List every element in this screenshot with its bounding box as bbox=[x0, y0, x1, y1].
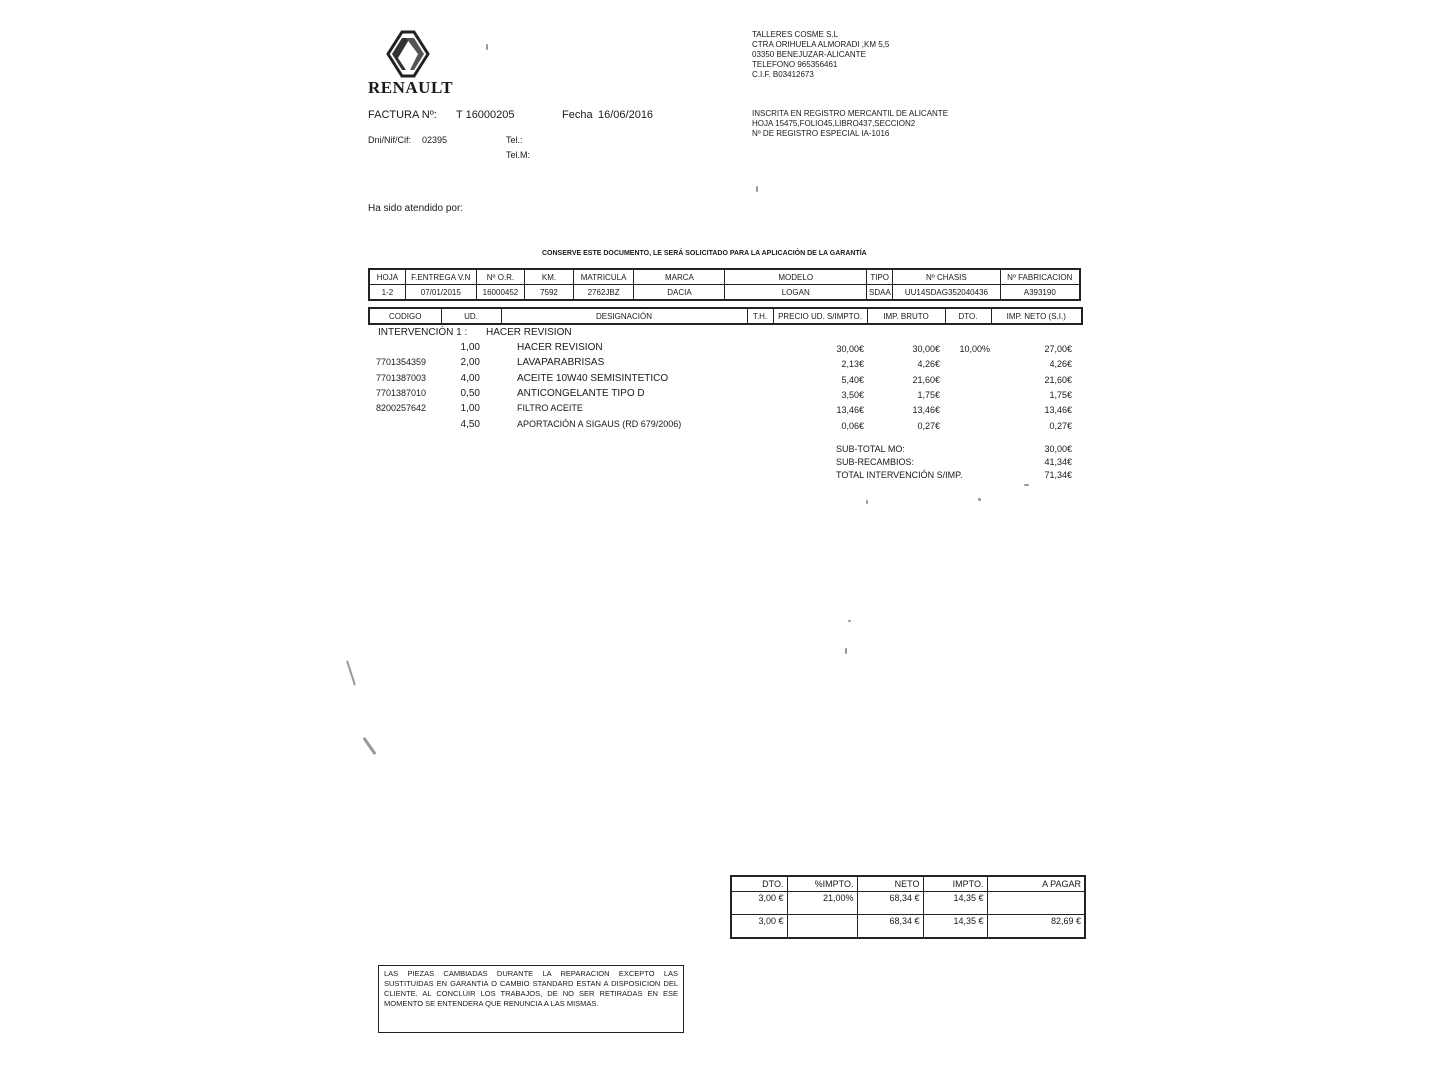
item-net: 13,46€ bbox=[1044, 405, 1072, 415]
phone-label: Tel.: bbox=[506, 135, 523, 145]
item-qty: 2,00 bbox=[460, 357, 480, 368]
item-gross: 21,60€ bbox=[912, 375, 940, 385]
summary-header: IMPTO. bbox=[923, 876, 987, 892]
column-header: T.H. bbox=[747, 308, 773, 324]
item-unit-price: 30,00€ bbox=[836, 344, 864, 354]
vehicle-header: MATRICULA bbox=[573, 269, 634, 285]
vehicle-value: 2762JBZ bbox=[573, 285, 634, 301]
invoice-date: 16/06/2016 bbox=[598, 109, 654, 121]
vehicle-header: Nº FABRICACION bbox=[1000, 269, 1080, 285]
workshop-phone: TELEFONO 965356461 bbox=[752, 60, 838, 69]
summary-table bbox=[730, 875, 1086, 939]
vehicle-value: 16000452 bbox=[476, 285, 525, 301]
workshop-name: TALLERES COSME S.L bbox=[752, 30, 839, 39]
scan-speck bbox=[363, 737, 377, 755]
vehicle-value: SDAA bbox=[867, 285, 893, 301]
summary-discount: 3,00 € bbox=[731, 892, 787, 915]
item-code: 7701387003 bbox=[376, 373, 427, 383]
item-description: FILTRO ACEITE bbox=[517, 403, 583, 413]
vehicle-header: MARCA bbox=[634, 269, 725, 285]
item-description: ANTICONGELANTE TIPO D bbox=[517, 388, 645, 399]
vehicle-value: 7592 bbox=[525, 285, 574, 301]
renault-diamond-logo bbox=[384, 30, 432, 78]
item-unit-price: 2,13€ bbox=[841, 359, 864, 369]
vehicle-value: DACIA bbox=[634, 285, 725, 301]
summary-tax: 14,35 € bbox=[923, 892, 987, 915]
total-intervention-label: TOTAL INTERVENCIÓN S/IMP. bbox=[836, 470, 963, 480]
workshop-cif: C.I.F. B03412673 bbox=[752, 70, 814, 79]
brand-name: RENAULT bbox=[368, 78, 454, 97]
invoice-number-label: FACTURA Nº: bbox=[368, 109, 437, 121]
summary-tax-total: 14,35 € bbox=[923, 915, 987, 939]
intervention-title: HACER REVISION bbox=[486, 327, 572, 338]
item-qty: 1,00 bbox=[460, 403, 480, 414]
item-gross: 13,46€ bbox=[912, 405, 940, 415]
scan-speck bbox=[978, 498, 981, 501]
vehicle-table bbox=[368, 268, 1081, 301]
item-code: 7701354359 bbox=[376, 357, 427, 367]
vehicle-value: LOGAN bbox=[725, 285, 867, 301]
scan-speck bbox=[866, 500, 868, 504]
vehicle-value: 1-2 bbox=[369, 285, 405, 301]
item-qty: 4,00 bbox=[460, 373, 480, 384]
item-unit-price: 5,40€ bbox=[841, 375, 864, 385]
column-header: PRECIO UD. S/IMPTO. bbox=[773, 308, 867, 324]
summary-header: A PAGAR bbox=[987, 876, 1085, 892]
summary-net: 68,34 € bbox=[857, 892, 923, 915]
item-gross: 30,00€ bbox=[912, 344, 940, 354]
scan-speck bbox=[756, 186, 758, 192]
client-id-label: Dni/Nif/Cif: bbox=[368, 135, 412, 145]
column-header: DTO. bbox=[945, 308, 991, 324]
vehicle-value: A393190 bbox=[1000, 285, 1080, 301]
item-gross: 0,27€ bbox=[917, 421, 940, 431]
item-description: APORTACIÓN A SIGAUS (RD 679/2006) bbox=[517, 419, 682, 429]
item-qty: 0,50 bbox=[460, 388, 480, 399]
vehicle-header: TIPO bbox=[867, 269, 893, 285]
scan-speck bbox=[845, 648, 847, 654]
summary-pay bbox=[987, 892, 1085, 915]
summary-header: DTO. bbox=[731, 876, 787, 892]
registry-line: HOJA 15475,FOLIO45,LIBRO437,SECCION2 bbox=[752, 119, 916, 128]
vehicle-header: F.ENTREGA V.N bbox=[405, 269, 476, 285]
item-unit-price: 0,06€ bbox=[841, 421, 864, 431]
attended-by-label: Ha sido atendido por: bbox=[368, 203, 464, 214]
column-header: DESIGNACIÓN bbox=[501, 308, 747, 324]
summary-discount-total: 3,00 € bbox=[731, 915, 787, 939]
column-header: IMP. NETO (S.I.) bbox=[991, 308, 1082, 324]
summary-tax-rate: 21,00% bbox=[787, 892, 857, 915]
intervention-label: INTERVENCIÓN 1 : bbox=[378, 327, 468, 338]
item-net: 1,75€ bbox=[1049, 390, 1072, 400]
vehicle-header: MODELO bbox=[725, 269, 867, 285]
item-discount: 10,00% bbox=[959, 344, 990, 354]
mobile-label: Tel.M: bbox=[506, 150, 531, 160]
scan-speck bbox=[346, 660, 356, 685]
subtotal-parts-value: 41,34€ bbox=[1044, 457, 1072, 467]
scan-speck bbox=[486, 44, 488, 50]
column-header: CODIGO bbox=[369, 308, 441, 324]
item-gross: 4,26€ bbox=[917, 359, 940, 369]
workshop-city: 03350 BENEJUZAR-ALICANTE bbox=[752, 50, 866, 59]
warranty-note: CONSERVE ESTE DOCUMENTO, LE SERÁ SOLICITADO PARA LA APLICACIÓN DE LA GARANTÍA bbox=[542, 250, 867, 257]
total-intervention-value: 71,34€ bbox=[1044, 470, 1072, 480]
invoice-date-label: Fecha bbox=[562, 109, 593, 121]
subtotal-parts-label: SUB-RECAMBIOS: bbox=[836, 457, 915, 467]
item-code: 7701387010 bbox=[376, 388, 427, 398]
item-net: 21,60€ bbox=[1044, 375, 1072, 385]
vehicle-value: UU14SDAG352040436 bbox=[893, 285, 1000, 301]
invoice-number: T 16000205 bbox=[456, 109, 515, 121]
item-description: ACEITE 10W40 SEMISINTETICO bbox=[517, 373, 669, 384]
vehicle-header-row bbox=[369, 269, 1080, 285]
subtotal-labor-value: 30,00€ bbox=[1044, 444, 1072, 454]
item-description: LAVAPARABRISAS bbox=[517, 357, 605, 368]
scan-speck bbox=[1024, 484, 1029, 486]
item-code: 8200257642 bbox=[376, 403, 427, 413]
column-header: IMP. BRUTO bbox=[867, 308, 945, 324]
vehicle-header: Nº CHASIS bbox=[893, 269, 1000, 285]
item-description: HACER REVISION bbox=[517, 342, 603, 353]
registry-line: Nº DE REGISTRO ESPECIAL IA-1016 bbox=[752, 129, 890, 138]
item-gross: 1,75€ bbox=[917, 390, 940, 400]
registry-line: INSCRITA EN REGISTRO MERCANTIL DE ALICANTE bbox=[752, 109, 949, 118]
summary-net-total: 68,34 € bbox=[857, 915, 923, 939]
column-header: UD. bbox=[441, 308, 501, 324]
client-id: 02395 bbox=[422, 135, 448, 145]
item-net: 0,27€ bbox=[1049, 421, 1072, 431]
parts-notice: LAS PIEZAS CAMBIADAS DURANTE LA REPARACION EXCEPTO LAS SUSTITUIDAS EN GARANTIA O CAMBIO STANDARD ESTAN A DISPOSICION DEL CLIENTE. AL CONCLUIR LOS TRABAJOS, DE NO SER RETIRADAS EN ESE MOMENTO SE ENTENDERA QUE RENUNCIA A LAS MISMAS. bbox=[378, 965, 684, 1033]
vehicle-header: HOJA bbox=[369, 269, 405, 285]
amount-due: 82,69 € bbox=[987, 915, 1085, 939]
scan-speck bbox=[848, 620, 851, 622]
vehicle-value-row bbox=[369, 285, 1080, 301]
summary-header: %IMPTO. bbox=[787, 876, 857, 892]
vehicle-header: Nº O.R. bbox=[476, 269, 525, 285]
item-unit-price: 3,50€ bbox=[841, 390, 864, 400]
vehicle-value: 07/01/2015 bbox=[405, 285, 476, 301]
item-net: 4,26€ bbox=[1049, 359, 1072, 369]
line-items-header bbox=[368, 307, 1083, 325]
subtotal-labor-label: SUB-TOTAL MO: bbox=[836, 444, 905, 454]
item-qty: 1,00 bbox=[460, 342, 480, 353]
item-qty: 4,50 bbox=[460, 419, 480, 430]
item-unit-price: 13,46€ bbox=[836, 405, 864, 415]
workshop-address: CTRA ORIHUELA ALMORADI ,KM 5,5 bbox=[752, 40, 890, 49]
summary-tax-rate-total bbox=[787, 915, 857, 939]
summary-header: NETO bbox=[857, 876, 923, 892]
item-net: 27,00€ bbox=[1044, 344, 1072, 354]
vehicle-header: KM. bbox=[525, 269, 574, 285]
